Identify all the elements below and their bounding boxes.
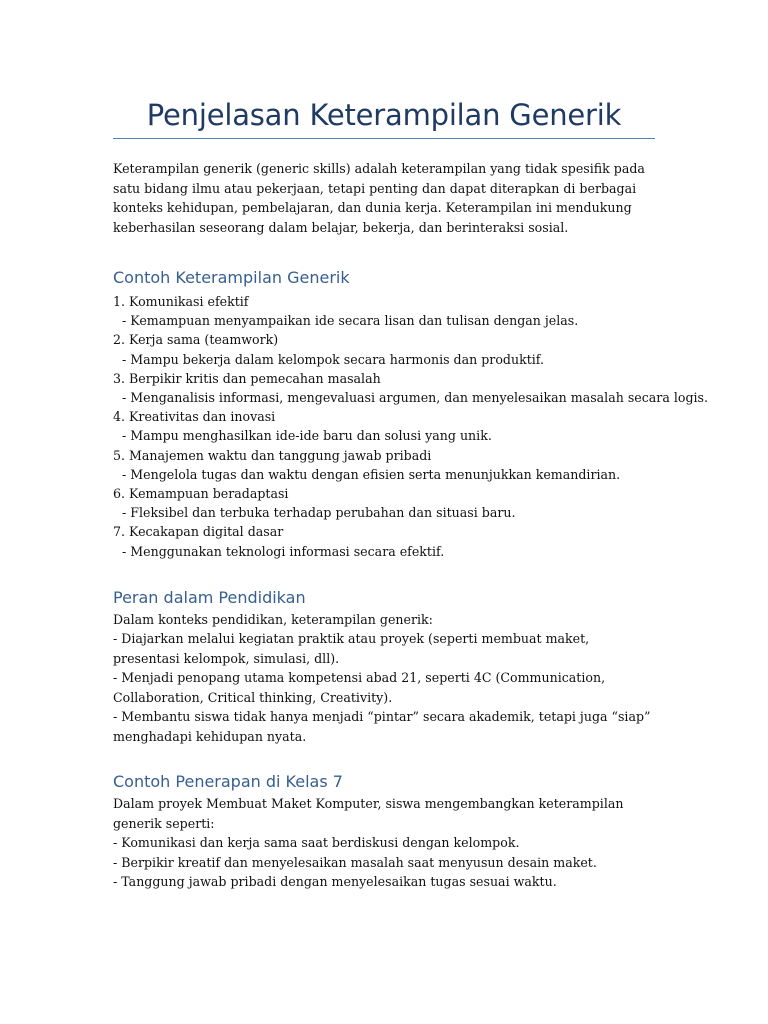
skill-description: - Mampu menghasilkan ide-ide baru dan solusi yang unik. bbox=[122, 428, 492, 444]
list-item bbox=[113, 522, 655, 560]
list-item bbox=[113, 292, 655, 330]
section-heading: Contoh Keterampilan Generik bbox=[113, 268, 350, 287]
title-divider bbox=[113, 138, 655, 139]
list-item bbox=[113, 446, 655, 484]
document-page bbox=[113, 0, 709, 892]
skill-description: - Fleksibel dan terbuka terhadap perubahan dan situasi baru. bbox=[122, 505, 516, 521]
list-item bbox=[113, 330, 655, 368]
section-heading: Peran dalam Pendidikan bbox=[113, 587, 306, 607]
list-item bbox=[113, 484, 655, 522]
list-item: - Menjadi penopang utama kompetensi abad 21, seperti 4C (Communication, Collaboration, Critical thinking, Creativity). bbox=[113, 670, 606, 705]
section-lead: Dalam proyek Membuat Maket Komputer, siswa mengembangkan keterampilan generik seperti: bbox=[113, 796, 624, 831]
list-item: - Berpikir kreatif dan menyelesaikan masalah saat menyusun desain maket. bbox=[113, 854, 597, 870]
section-lead: Dalam konteks pendidikan, keterampilan generik: bbox=[113, 611, 433, 627]
skill-name: 5. Manajemen waktu dan tanggung jawab pribadi bbox=[113, 447, 432, 463]
skill-description: - Menganalisis informasi, mengevaluasi argumen, dan menyelesaikan masalah secara logis. bbox=[122, 390, 709, 406]
list-item: - Tanggung jawab pribadi dengan menyelesaikan tugas sesuai waktu. bbox=[113, 874, 557, 890]
skill-description: - Mampu bekerja dalam kelompok secara harmonis dan produktif. bbox=[122, 351, 545, 367]
skill-description: - Mengelola tugas dan waktu dengan efisien serta menunjukkan kemandirian. bbox=[122, 466, 621, 482]
skill-name: 4. Kreativitas dan inovasi bbox=[113, 409, 276, 425]
skill-name: 1. Komunikasi efektif bbox=[113, 294, 249, 309]
skill-description: - Kemampuan menyampaikan ide secara lisan dan tulisan dengan jelas. bbox=[122, 313, 579, 329]
skill-name: 7. Kecakapan digital dasar bbox=[113, 524, 284, 540]
list-item: - Komunikasi dan kerja sama saat berdiskusi dengan kelompok. bbox=[113, 835, 520, 851]
list-item bbox=[113, 407, 655, 445]
skills-list bbox=[113, 292, 709, 561]
list-item: - Membantu siswa tidak hanya menjadi “pintar” secara akademik, tetapi juga “siap” menghadapi kehidupan nyata. bbox=[113, 709, 651, 744]
list-item: - Diajarkan melalui kegiatan praktik atau proyek (seperti membuat maket, presentasi kelompok, simulasi, dll). bbox=[113, 631, 590, 666]
section-class-application bbox=[113, 772, 655, 892]
skill-description: - Menggunakan teknologi informasi secara efektif. bbox=[122, 543, 445, 559]
skill-name: 3. Berpikir kritis dan pemecahan masalah bbox=[113, 370, 381, 386]
skill-name: 2. Kerja sama (teamwork) bbox=[113, 332, 279, 348]
intro-paragraph: Keterampilan generik (generic skills) adalah keterampilan yang tidak spesifik pada satu bidang ilmu atau pekerjaan, tetapi penting dan dapat diterapkan di berbagai konteks kehidupan, pembelajaran, dan dunia kerja. Keterampilan ini mendukung keberhasilan seseorang dalam belajar, bekerja, dan berinteraksi sosial. bbox=[113, 161, 645, 235]
section-role-in-education bbox=[113, 588, 655, 747]
list-item bbox=[113, 369, 709, 407]
document-title: Penjelasan Keterampilan Generik bbox=[146, 98, 622, 132]
section-skills-examples bbox=[113, 268, 709, 561]
skill-name: 6. Kemampuan beradaptasi bbox=[113, 486, 289, 502]
section-heading: Contoh Penerapan di Kelas 7 bbox=[113, 772, 343, 792]
